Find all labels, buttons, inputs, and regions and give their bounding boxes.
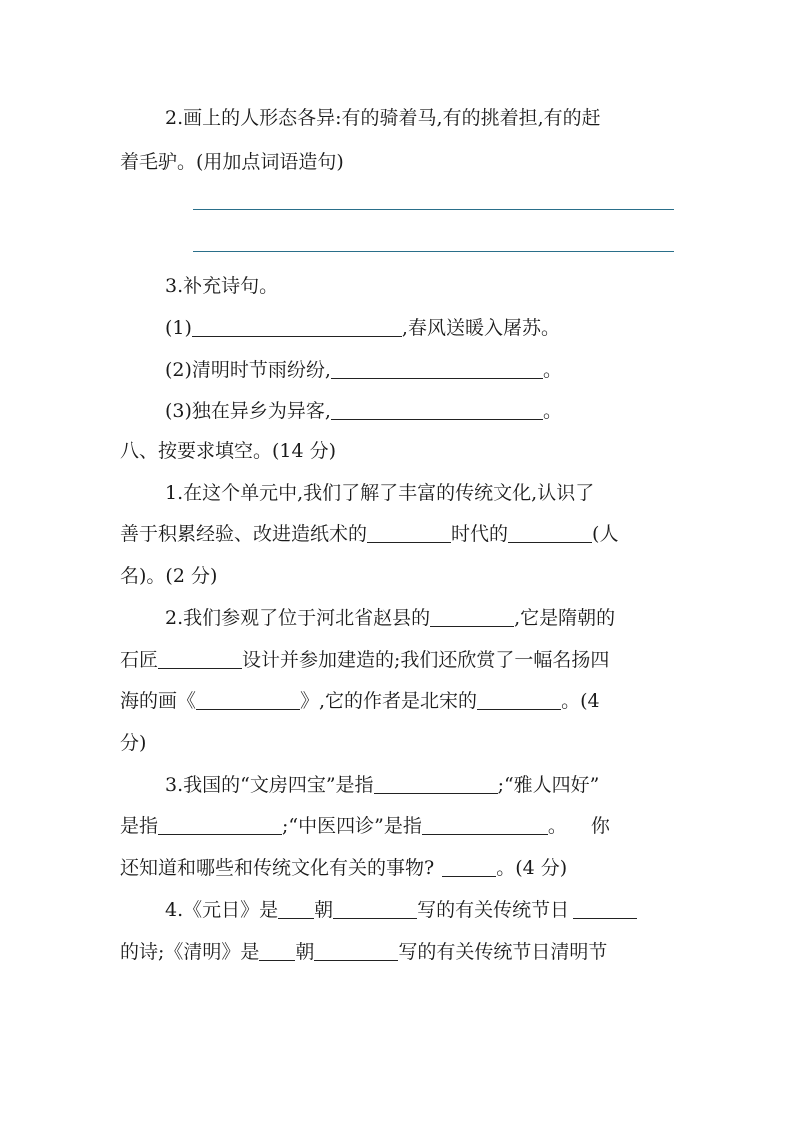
q8-item1-line1 xyxy=(165,481,594,505)
yuanri-author-blank[interactable] xyxy=(333,900,417,919)
q8-item1-text-b2: 时代的 xyxy=(451,523,509,545)
q8-item3-line2 xyxy=(120,814,610,838)
q7-item3-title-text: 3.补充诗句。 xyxy=(165,275,279,297)
q8-item2-line1 xyxy=(165,606,615,630)
q8-item3-text-a2: ;“雅人四好” xyxy=(497,774,600,796)
q8-item4-text-b2: 朝 xyxy=(295,941,315,963)
q7-item3-line1 xyxy=(165,316,560,340)
poem-2-suffix: 。 xyxy=(542,359,562,381)
q7-item3-line2 xyxy=(165,358,562,382)
painting-blank[interactable] xyxy=(196,691,300,710)
poem-1-suffix: ,春风送暖入屠苏。 xyxy=(401,317,560,339)
q8-item4-text-a3: 写的有关传统节日 xyxy=(417,899,570,921)
q8-item3-text-a1: 3.我国的“文房四宝”是指 xyxy=(165,774,374,796)
q8-item3-text-b3: 。 xyxy=(547,815,567,837)
yuanri-festival-blank[interactable] xyxy=(573,900,637,919)
other-culture-blank[interactable] xyxy=(442,858,496,877)
four-treasures-blank[interactable] xyxy=(374,775,498,794)
q8-item1-line3 xyxy=(120,564,217,588)
q8-item3-text-b2: ;“中医四诊”是指 xyxy=(282,815,422,837)
q8-item2-text-c2: 》,它的作者是北宋的 xyxy=(300,690,478,712)
poem-3-suffix: 。 xyxy=(542,400,562,422)
q8-item3-text-c1: 还知道和哪些和传统文化有关的事物? xyxy=(120,857,435,879)
poem-3-prefix: (3)独在异乡为异客, xyxy=(165,400,331,422)
q8-item2-text-c1: 海的画《 xyxy=(120,690,197,712)
poem-1-prefix: (1) xyxy=(165,317,192,339)
q8-item2-text-a1: 2.我们参观了位于河北省赵县的 xyxy=(165,607,431,629)
q7-item2-text-a: 2.画上的人形态各异:有的骑着马,有的挑着担,有的赶 xyxy=(165,107,601,129)
q7-item2-line2 xyxy=(120,150,344,174)
qingming-author-blank[interactable] xyxy=(314,942,398,961)
q8-item3-line3 xyxy=(120,856,567,880)
poem-3-blank[interactable] xyxy=(331,401,543,420)
q7-item3-line3 xyxy=(165,399,562,423)
q8-item4-line2 xyxy=(120,940,607,964)
q8-item2-text-b1: 石匠 xyxy=(120,649,159,671)
painter-blank[interactable] xyxy=(477,691,561,710)
q8-item4-line1 xyxy=(165,898,637,922)
q8-item2-text-b2: 设计并参加建造的;我们还欣赏了一幅名扬四 xyxy=(242,649,610,671)
q8-item3-text-b4: 你 xyxy=(590,815,610,837)
four-diagnoses-blank[interactable] xyxy=(422,816,548,835)
four-hobbies-blank[interactable] xyxy=(158,816,282,835)
q8-item2-line4 xyxy=(120,731,146,755)
q8-item2-text-c3: 。(4 xyxy=(561,690,600,712)
q7-item2-text-b: 着毛驴。(用加点词语造句) xyxy=(120,151,344,173)
person-name-blank[interactable] xyxy=(508,524,592,543)
q7-item2-line1 xyxy=(165,106,601,130)
yuanri-dynasty-blank[interactable] xyxy=(278,900,314,919)
q8-item2-text-a2: ,它是隋朝的 xyxy=(514,607,616,629)
q8-item4-text-b3: 写的有关传统节日清明节 xyxy=(398,941,608,963)
bridge-blank[interactable] xyxy=(430,608,514,627)
poem-2-prefix: (2)清明时节雨纷纷, xyxy=(165,359,331,381)
era-blank[interactable] xyxy=(367,524,451,543)
poem-1-blank[interactable] xyxy=(192,318,402,337)
q8-item3-line1 xyxy=(165,773,599,797)
q8-item3-text-b1: 是指 xyxy=(120,815,159,837)
q8-item1-text-b3: (人 xyxy=(592,523,619,545)
q8-item1-text-a: 1.在这个单元中,我们了解了丰富的传统文化,认识了 xyxy=(165,482,595,504)
answer-line-1[interactable] xyxy=(193,209,674,210)
q8-item4-text-b1: 的诗;《清明》是 xyxy=(120,941,260,963)
q8-item2-line3 xyxy=(120,689,600,713)
q8-heading xyxy=(120,439,336,463)
q8-item1-line2 xyxy=(120,522,618,546)
poem-2-blank[interactable] xyxy=(331,360,543,379)
answer-line-2[interactable] xyxy=(193,251,674,252)
q7-item3-title xyxy=(165,274,278,298)
qingming-dynasty-blank[interactable] xyxy=(259,942,295,961)
q8-item2-text-d: 分) xyxy=(120,732,147,754)
q8-item4-text-a1: 4.《元日》是 xyxy=(165,899,279,921)
q8-heading-text: 八、按要求填空。(14 分) xyxy=(120,440,337,462)
mason-blank[interactable] xyxy=(158,650,242,669)
q8-item1-text-b1: 善于积累经验、改进造纸术的 xyxy=(120,523,368,545)
q8-item2-line2 xyxy=(120,648,609,672)
q8-item3-text-c2: 。(4 分) xyxy=(496,857,568,879)
q8-item1-text-c: 名)。(2 分) xyxy=(120,565,218,587)
q8-item4-text-a2: 朝 xyxy=(314,899,334,921)
